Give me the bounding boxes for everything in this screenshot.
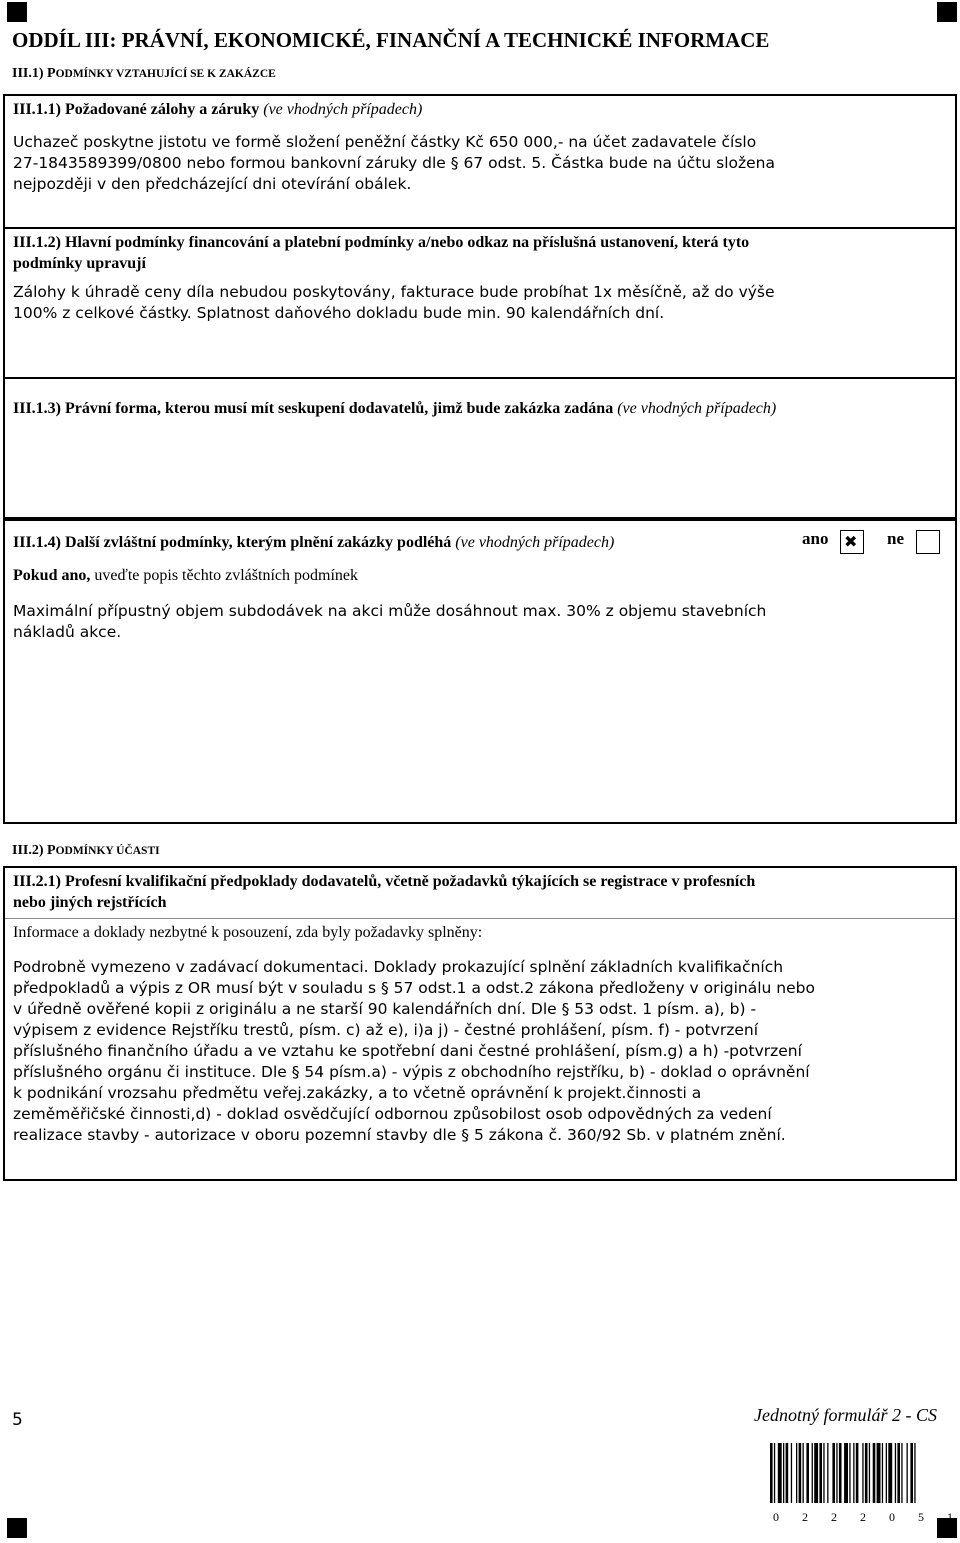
barcode-bar — [849, 1443, 850, 1503]
heading-iii-1-2: III.1.2) Hlavní podmínky financování a platební podmínky a/nebo odkaz na příslušná ustanovení, která tyto podmínky upravují — [13, 234, 750, 272]
barcode-bar — [832, 1443, 835, 1503]
barcode-bar — [869, 1443, 870, 1503]
barcode-bar — [844, 1443, 848, 1503]
barcode-bar — [819, 1443, 822, 1503]
barcode-bar — [836, 1443, 837, 1503]
barcode-bar — [774, 1443, 775, 1503]
barcode-bar — [786, 1443, 789, 1503]
barcode-bar — [914, 1443, 915, 1503]
barcode-bar — [853, 1443, 854, 1503]
corner-mark-bottom-left — [7, 1518, 27, 1538]
barcode-bar — [901, 1443, 902, 1503]
heading-iii-1-1: III.1.1) Požadované zálohy a záruky (ve vhodných případech) — [13, 101, 423, 118]
barcode-bar — [897, 1443, 900, 1503]
section-title: ODDÍL III: PRÁVNÍ, EKONOMICKÉ, FINANČNÍ A TECHNICKÉ INFORMACE — [12, 28, 770, 52]
barcode-bar — [827, 1443, 828, 1503]
barcode-bar — [803, 1443, 804, 1503]
barcode-digit: 2 — [860, 1510, 866, 1524]
separator — [5, 377, 955, 379]
pokud-ano-label: Pokud ano, uveďte popis těchto zvláštních podmínek — [13, 567, 358, 584]
text-qualification: Podrobně vymezeno v zadávací dokumentaci. Doklady prokazující splnění základních kvalifikačních předpokladů a výpis z OR musí být v souladu s § 57 odst.1 a odst.2 zákona předloženy v originálu nebo v úředně ověřené kopii z originálu a ne starší 90 kalendářních dní. Dle § 53 odst. 1 písm. a), b) - výpisem z evidence Rejstříku trestů, písm. c) až e), i)a j) - čestné prohlášení, písm. f) - potvrzení příslušného finančního úřadu a ve vztahu ke spotřební dani čestné prohlášení, písm.g) a h) -potvrzení příslušného orgánu či instituce. Dle § 54 písm.a) - výpis z obchodního rejstříku, b) - doklad o oprávnění k podnikání vrozsahu předmětu veřej.zakázky, a to včetně oprávnění k projekt.činnosti a zeměměřičské činnosti,d) - doklad osvědčující odbornou způsobilost osob odpovědných za vedení realizace stavby - autorizace v oboru pozemní stavby dle § 5 zákona č. 360/92 Sb. v platném znění. — [13, 958, 815, 1144]
barcode-bar — [778, 1443, 782, 1503]
ne-checkbox[interactable] — [916, 530, 940, 554]
barcode-bar — [877, 1443, 881, 1503]
barcode-bar — [865, 1443, 868, 1503]
barcode-digit: 0 — [773, 1510, 779, 1524]
divider — [5, 918, 955, 919]
barcode-bar — [770, 1443, 773, 1503]
heading-iii-1-4: III.1.4) Další zvláštní podmínky, kterým plnění zakázky podléhá (ve vhodných případech) — [13, 534, 615, 551]
barcode-bar — [888, 1443, 892, 1503]
barcode-bar — [873, 1443, 876, 1503]
barcode — [770, 1443, 955, 1523]
barcode-bar — [886, 1443, 887, 1503]
barcode-bar — [862, 1443, 863, 1503]
heading-iii-2-1: III.2.1) Profesní kvalifikační předpoklady dodavatelů, včetně požadavků týkajících se registrace v profesních nebo jiných rejstřících — [13, 873, 756, 911]
barcode-bar — [895, 1443, 896, 1503]
corner-mark-top-right — [937, 2, 957, 22]
form-name: Jednotný formulář 2 - CS — [754, 1405, 937, 1425]
barcode-bar — [839, 1443, 842, 1503]
text-deposit: Uchazeč poskytne jistotu ve formě složení peněžní částky Kč 650 000,- na účet zadavatele číslo 27-1843589399/0800 nebo formou bankovní záruky dle § 67 odst. 5. Částka bude na účtu složena nejpozději v den předcházející dni otevírání obálek. — [13, 133, 775, 193]
cross-icon: ✖ — [844, 532, 858, 551]
barcode-bar — [910, 1443, 913, 1503]
box-professional-qualification — [3, 866, 957, 1181]
barcode-bar — [796, 1443, 797, 1503]
barcode-bar — [907, 1443, 908, 1503]
barcode-bar — [823, 1443, 824, 1503]
text-subcontracting: Maximální přípustný objem subdodávek na akci může dosáhnout max. 30% z objemu stavebních nákladů akce. — [13, 602, 767, 641]
box-contract-conditions — [3, 94, 957, 519]
ne-label: ne — [887, 529, 904, 548]
ano-checkbox[interactable] — [840, 530, 864, 554]
box-special-conditions — [3, 519, 957, 824]
barcode-bar — [856, 1443, 859, 1503]
barcode-bar — [882, 1443, 883, 1503]
barcode-bar — [799, 1443, 802, 1503]
barcode-digit: 0 — [889, 1510, 895, 1524]
corner-mark-top-left — [7, 2, 27, 22]
barcode-digits — [773, 1510, 953, 1525]
info-label: Informace a doklady nezbytné k posouzení, zda byly požadavky splněny: — [13, 924, 483, 941]
text-financing: Zálohy k úhradě ceny díla nebudou poskytovány, fakturace bude probíhat 1x měsíčně, až do výše 100% z celkové částky. Splatnost daňového dokladu bude min. 90 kalendářních dní. — [13, 283, 775, 322]
barcode-digit: 1 — [947, 1510, 953, 1524]
barcode-digit: 2 — [831, 1510, 837, 1524]
ano-label: ano — [802, 529, 829, 548]
barcode-digit: 2 — [802, 1510, 808, 1524]
subsection-heading-iii2: III.2) PODMÍNKY ÚČASTI — [12, 843, 160, 858]
barcode-bar — [814, 1443, 818, 1503]
barcode-digit: 5 — [918, 1510, 924, 1524]
separator — [5, 227, 955, 229]
subsection-heading-iii1: III.1) PODMÍNKY VZTAHUJÍCÍ SE K ZAKÁZCE — [12, 66, 276, 81]
barcode-bar — [812, 1443, 813, 1503]
barcode-bar — [791, 1443, 792, 1503]
barcode-bar — [783, 1443, 784, 1503]
heading-iii-1-3: III.1.3) Právní forma, kterou musí mít seskupení dodavatelů, jimž bude zakázka zadána (ve vhodných případech) — [13, 400, 777, 417]
barcode-bars — [770, 1443, 955, 1505]
barcode-bar — [806, 1443, 809, 1503]
page-number: 5 — [12, 1410, 23, 1430]
